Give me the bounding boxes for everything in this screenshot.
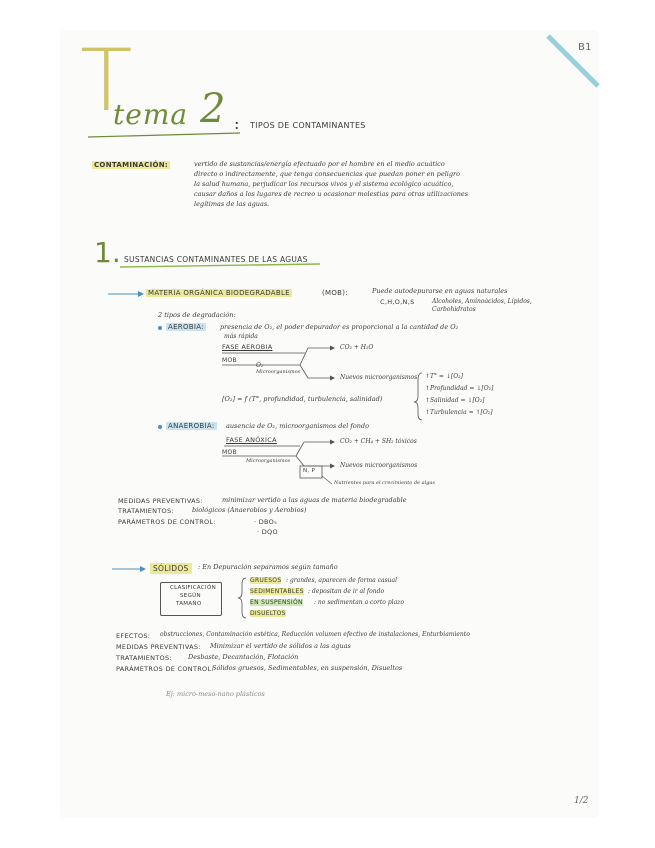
definition-line-1: vertido de sustancias/energía efectuado por el hombre en el medio acuático (194, 160, 445, 168)
mob-degradation: 2 tipos de degradación: (158, 311, 236, 319)
title-number: 2 (200, 86, 226, 132)
anaerobia-microorg: Microorganismos (246, 458, 291, 464)
mob-examples-1: Alcoholes, Aminoácidos, Lípidos, (432, 298, 532, 305)
solidos-type-3-name: EN SUSPENSIÓN (250, 599, 303, 606)
mob-medidas: minimizar vertido a las aguas de materia biodegradable (222, 496, 407, 504)
definition-label: CONTAMINACIÓN: (94, 161, 168, 169)
mob-medidas-label: MEDIDAS PREVENTIVAS: (118, 497, 203, 505)
aerobia-mas-rapida: más rápida (224, 333, 258, 340)
page-number: B1 (578, 42, 592, 53)
definition-line-2: directo o indirectamente, que tenga consecuencias que puedan poner en peligro (194, 170, 461, 178)
anaerobia-product-1: CO₂ + CH₄ + SH₂ tóxicos (340, 438, 417, 445)
anaerobia-nutrients: Nutrientes para el crecimiento de algas (334, 480, 435, 486)
aerobia-o2: O₂ (256, 362, 264, 369)
title-tema: tema (113, 98, 189, 131)
solidos-parametros-label: PARÁMETROS DE CONTROL: (116, 665, 214, 673)
solidos-type-1-name: GRUESOS (250, 577, 282, 584)
aerobia-factor-1: ↑T° = ↓[O₂] (425, 373, 463, 380)
anaerobia-label: ANAEROBIA: (168, 422, 215, 430)
solidos-type-2-desc: : depositan de ir al fondo (308, 588, 385, 595)
solidos-desc: : En Depuración separamos según tamaño (198, 563, 338, 571)
aerobia-product-1: CO₂ + H₂O (340, 344, 374, 351)
solidos-efectos-label: EFECTOS: (116, 632, 151, 640)
mob-parametro-2: · DQO (257, 528, 278, 536)
section-number: 1. (94, 236, 121, 269)
solidos-tratamientos: Desbaste, Decantación, Flotación (188, 653, 299, 661)
solidos-parametros: Sólidos gruesos, Sedimentables, en suspensión, Disueltos (212, 664, 403, 672)
solidos-efectos: obstrucciones, Contaminación estética, Reducción volumen efectivo de instalaciones, Enturbiamiento (160, 631, 470, 638)
aerobia-factor-4: ↑Turbulencia = ↑[O₂] (425, 409, 493, 416)
solidos-tratamientos-label: TRATAMIENTOS: (116, 654, 172, 662)
aerobia-microorg: Microorganismos (256, 369, 301, 375)
aerobia-mob: MOB (222, 357, 237, 364)
aerobia-factor-2: ↑Profundidad = ↓[O₂] (425, 385, 494, 392)
anaerobia-desc: ausencia de O₂, microorganismos del fondo (226, 422, 370, 430)
mob-tratamientos: biológicos (Anaerobios y Aerobios) (192, 506, 307, 514)
aerobia-formula: [O₂] = f (T°, profundidad, turbulencia, salinidad) (222, 395, 383, 403)
anaerobia-np: N, P (303, 468, 316, 474)
footer-page-number: 1/2 (574, 796, 589, 806)
definition-line-3: la salud humana, perjudicar los recursos vivos y el sistema ecológico acuático, (194, 180, 454, 188)
solidos-type-3-desc: : no sedimentan a corto plazo (314, 599, 404, 606)
mob-label: MATERIA ORGÁNICA BIODEGRADABLE (148, 289, 290, 297)
aerobia-desc: presencia de O₂, el poder depurador es proporcional a la cantidad de O₂ (220, 323, 459, 331)
anaerobia-mob: MOB (222, 449, 237, 456)
solidos-medidas: Minimizar el vertido de sólidos a las aguas (210, 642, 351, 650)
solidos-type-2-name: SEDIMENTABLES (250, 588, 304, 595)
solidos-medidas-label: MEDIDAS PREVENTIVAS: (116, 643, 201, 651)
title-big-t: T (80, 31, 133, 131)
mob-examples-2: Carbohidratos (432, 306, 476, 313)
anaerobia-product-2: Nuevos microorganismos (340, 462, 418, 469)
aerobia-phase: FASE AEROBIA (222, 343, 273, 351)
definition-line-5: legítimas de las aguas. (194, 200, 270, 208)
mob-parametros-label: PARÁMETROS DE CONTROL: (118, 518, 216, 526)
mob-tratamientos-label: TRATAMIENTOS: (118, 507, 174, 515)
section-heading: SUSTANCIAS CONTAMINANTES DE LAS AGUAS (124, 255, 308, 264)
solidos-label: SÓLIDOS (150, 563, 192, 574)
mob-parametro-1: · DBO₅ (254, 518, 278, 526)
title-colon: : (234, 114, 240, 133)
solidos-type-4-name: DISUELTOS (250, 610, 286, 617)
solidos-classification-2: SEGÚN (180, 593, 201, 599)
mob-elements: C,H,O,N,S (380, 298, 415, 306)
mob-desc: Puede autodepurarse en aguas naturales (372, 287, 508, 295)
aerobia-label: AEROBIA: (168, 323, 204, 331)
example-note: Ej: micro-meso-nano plásticos (166, 690, 265, 698)
solidos-type-1-desc: : grandes, aparecen de forma casual (286, 577, 398, 584)
mob-abbr: (MOB): (322, 289, 348, 297)
title-subtitle: TIPOS DE CONTAMINANTES (250, 121, 366, 130)
aerobia-product-2: Nuevos microorganismos (340, 374, 418, 381)
solidos-classification-1: CLASIFICACIÓN (170, 585, 217, 591)
aerobia-factor-3: ↑Salinidad = ↓[O₂] (425, 397, 485, 404)
solidos-classification-3: TAMAÑO (176, 601, 202, 607)
definition-line-4: causar daños a los lugares de recreo u ocasionar molestias para otras utilizaciones (194, 190, 469, 198)
anaerobia-phase: FASE ANÓXICA (226, 436, 277, 444)
